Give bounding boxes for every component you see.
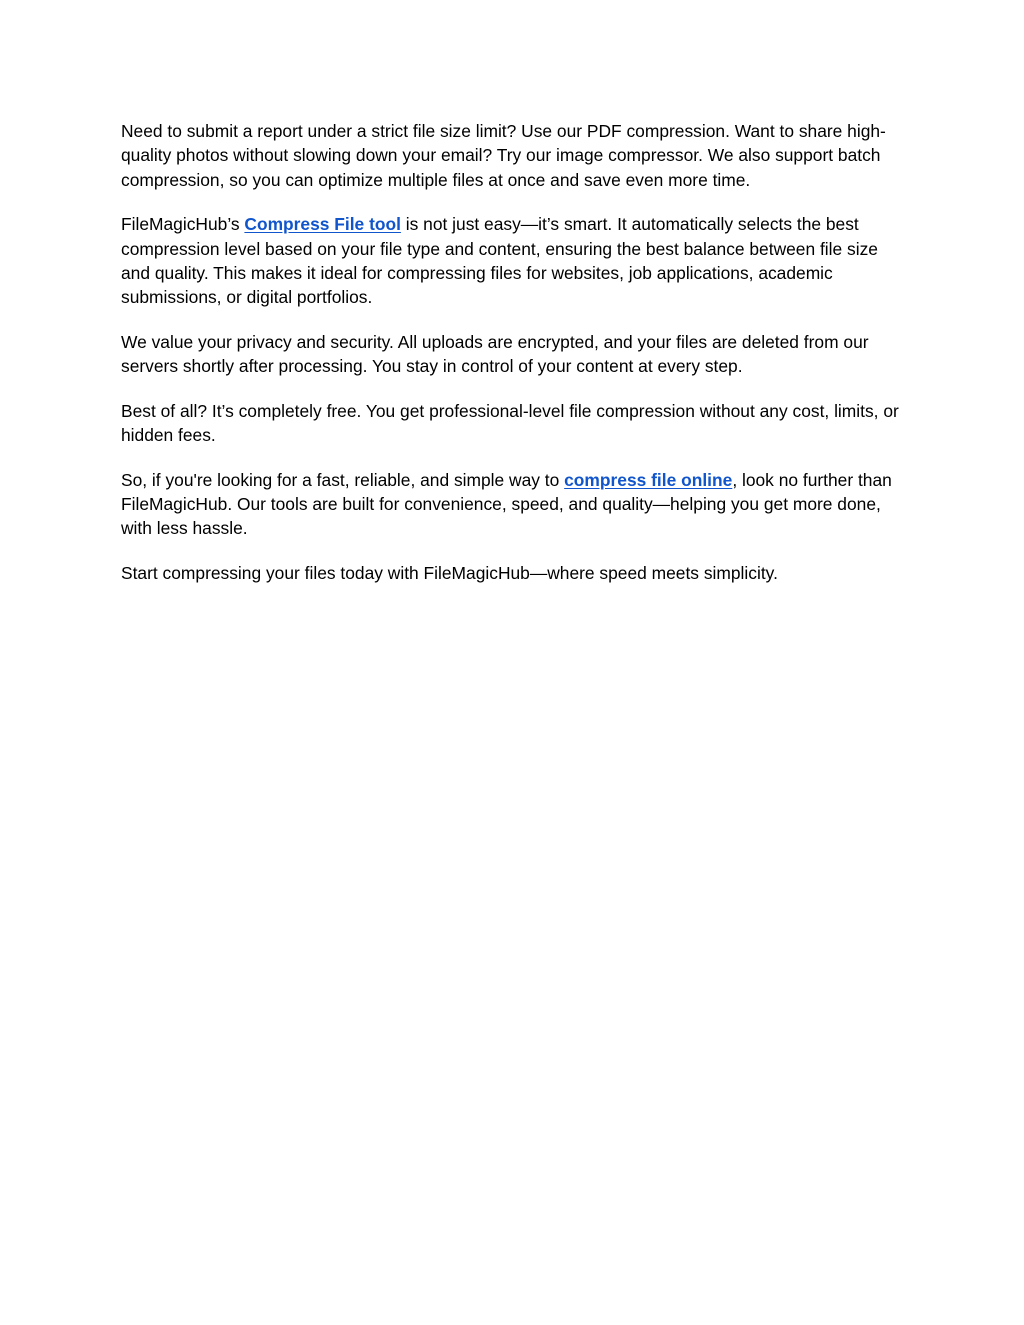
paragraph-free: Best of all? It’s completely free. You get professional-level file compression without any cost, limits, or hidden fees. bbox=[121, 400, 899, 446]
paragraph-text-after-link: is not just easy—it’s smart. It automatically selects the best compression level based on your file type and content, ensuring the best balance between file size and quality. This makes it ideal for compressing files for websites, job applications, academic submissions, or digital portfolios. bbox=[121, 214, 878, 308]
document-page bbox=[121, 119, 911, 606]
paragraph-compress-online bbox=[121, 468, 911, 541]
paragraph-file-limits: Need to submit a report under a strict file size limit? Use our PDF compression. Want to share high-quality photos without slowing down your email? Try our image compressor. We also support batch compression, so you can optimize multiple files at once and save even more time. bbox=[121, 121, 886, 190]
paragraph-text-after-link: , look no further than FileMagicHub. Our tools are built for convenience, speed, and quality—helping you get more done, with less hassle. bbox=[121, 469, 892, 539]
paragraph-text-before-link: So, if you're looking for a fast, reliable, and simple way to bbox=[121, 469, 565, 490]
paragraph-smart-compression bbox=[121, 212, 911, 309]
compress-file-tool-link[interactable]: Compress File tool bbox=[244, 214, 401, 235]
paragraph-text-before-link: FileMagicHub’s bbox=[121, 214, 245, 235]
paragraph-closing: Start compressing your files today with FileMagicHub—where speed meets simplicity. bbox=[121, 563, 778, 584]
compress-file-online-link[interactable]: compress file online bbox=[564, 469, 733, 490]
paragraph-privacy: We value your privacy and security. All uploads are encrypted, and your files are deleted from our servers shortly after processing. You stay in control of your content at every step. bbox=[121, 331, 869, 377]
